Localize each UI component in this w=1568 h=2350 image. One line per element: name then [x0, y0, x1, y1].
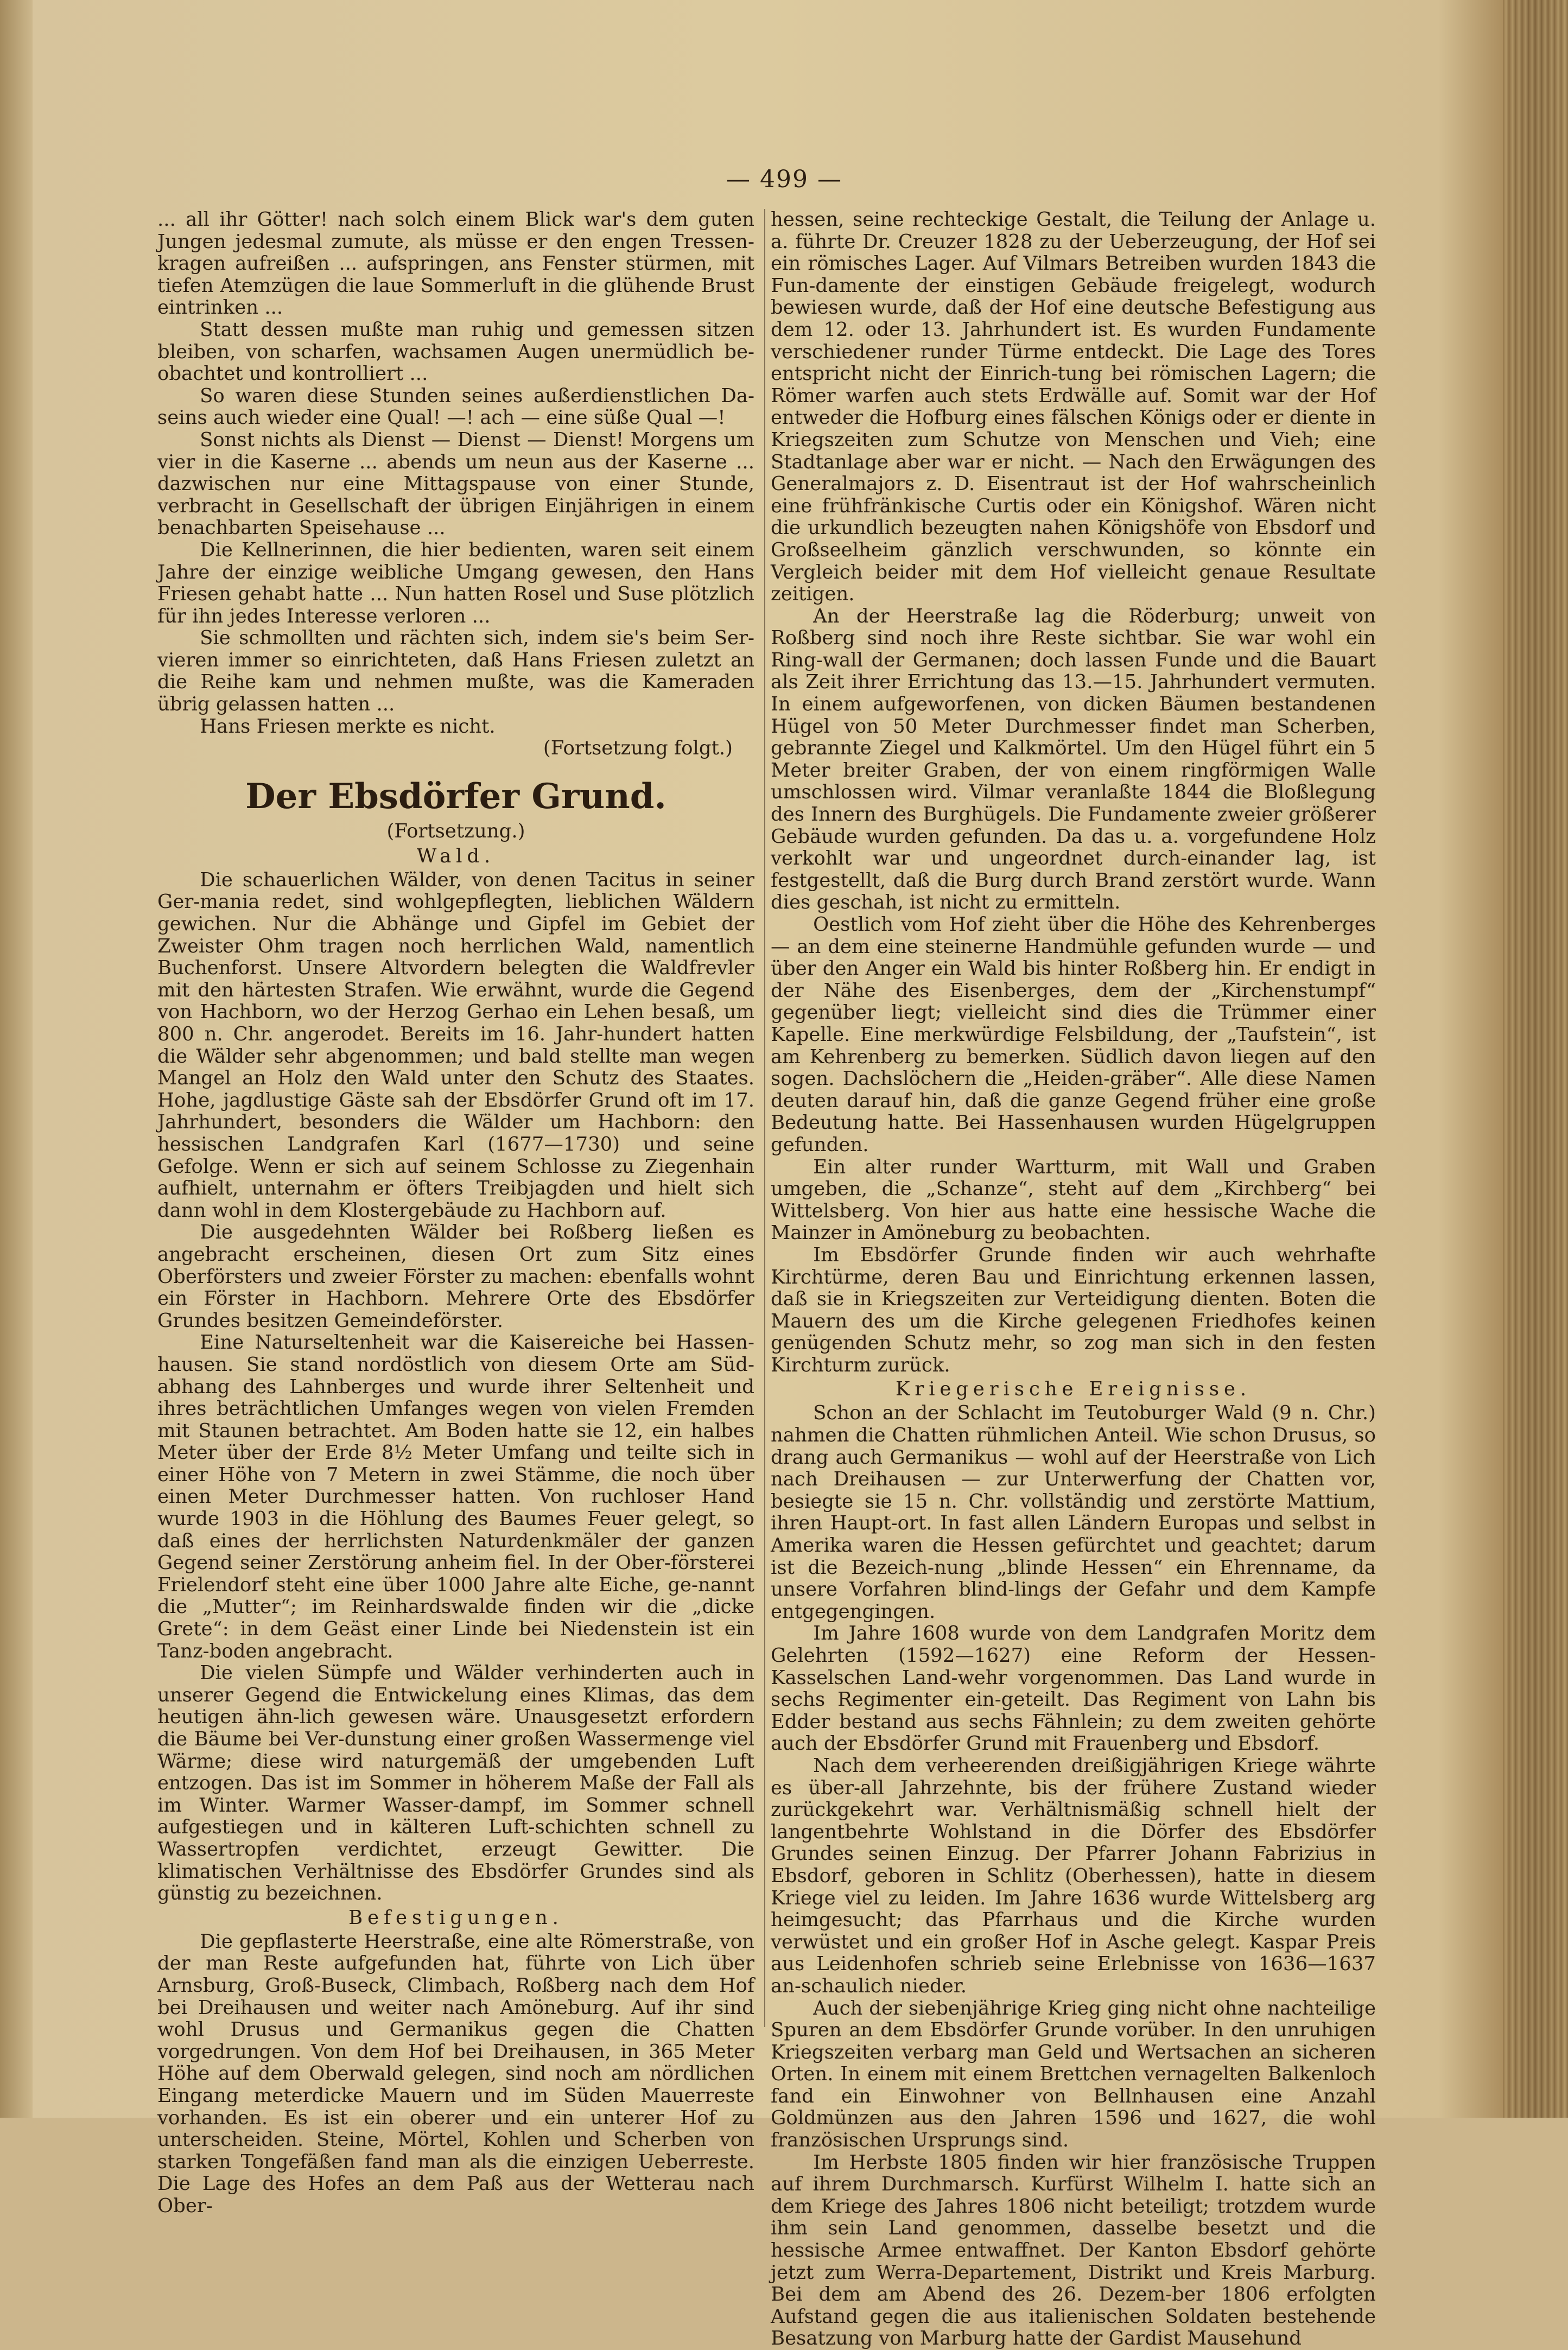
kriegerische-paragraph: Im Jahre 1608 wurde von dem Landgrafen Moritz dem Gelehrten (1592—1627) eine Reform der Hessen-Kasselschen Land-wehr vorgenommen. Das Land wurde in sechs Regimenter ein-geteilt. Das Regiment von Lahn bis Edder bestand aus sechs Fähnlein; zu dem zweiten gehörte auch der Ebsdörfer Grund mit Frauenberg und Ebsdorf. [771, 1622, 1376, 1755]
section-heading-befestigungen: Befestigungen. [348, 1906, 563, 1929]
kriegerische-paragraph: Nach dem verheerenden dreißigjährigen Kriege währte es über-all Jahrzehnte, bis der frühere Zustand wieder zurückgekehrt war. Verhältnismäßig schnell hielt der langentbehrte Wohlstand in die Dörfer des Ebsdörfer Grundes seinen Einzug. Der Pfarrer Johann Fabrizius in Ebsdorf, geboren in Schlitz (Oberhessen), hatte in diesem Kriege viel zu leiden. Im Jahre 1636 wurde Wittelsberg arg heimgesucht; das Pfarrhaus und die Kirche wurden verwüstet und ein großer Hof in Asche gelegt. Kaspar Preis aus Leidenhofen schrieb seine Erlebnisse von 1636—1637 an-schaulich nieder. [771, 1754, 1376, 1997]
story-paragraph: Sonst nichts als Dienst — Dienst — Dienst! Morgens um vier in die Kaserne ... abends um neun aus der Kaserne ... dazwischen nur eine Mittagspause von einer Stunde, verbracht in Gesellschaft der übrigen Einjährigen in einem benachbarten Speisehause ... [157, 428, 754, 539]
left-column [157, 209, 754, 2217]
story-paragraph: Sie schmollten und rächten sich, indem sie's beim Ser-vieren immer so einrichteten, daß Hans Friesen zuletzt an die Reihe kam und nehmen mußte, was die Kameraden übrig gelassen hatten ... [157, 627, 754, 716]
wald-paragraph: Eine Naturseltenheit war die Kaisereiche bei Hassen-hausen. Sie stand nordöstlich von diesem Orte am Süd-abhang des Lahnberges und wurde ihrer Seltenheit und ihres beträchtlichen Umfanges wegen von vielen Fremden mit Staunen betrachtet. Am Boden hatte sie 12, ein halbes Meter über der Erde 8½ Meter Umfang und teilte sich in einer Höhe von 7 Metern in zwei Stämme, die noch über einen Meter Durchmesser hatten. Von ruchloser Hand wurde 1903 in die Höhlung des Baumes Feuer gelegt, so daß eines der herrlichsten Naturdenkmäler der ganzen Gegend seiner Zerstörung anheim fiel. In der Ober-försterei Frielendorf steht eine über 1000 Jahre alte Eiche, ge-nannt die „Mutter“; im Reinhardswalde finden wir die „dicke Grete“: in dem Geäst einer Linde bei Niedenstein ist ein Tanz-boden angebracht. [157, 1331, 754, 1662]
continuation-note: (Fortsetzung folgt.) [543, 737, 733, 760]
kriegerische-paragraph: Auch der siebenjährige Krieg ging nicht ohne nachteilige Spuren an dem Ebsdörfer Grunde vorüber. In den unruhigen Kriegszeiten verbarg man Geld und Wertsachen an sicheren Orten. In einem mit einem Brettchen vernagelten Balkenloch fand ein Einwohner von Bellnhausen eine Anzahl Goldmünzen aus den Jahren 1596 und 1627, die wohl französischen Ursprungs sind. [771, 1997, 1376, 2152]
right-paragraph: Oestlich vom Hof zieht über die Höhe des Kehrenberges — an dem eine steinerne Handmühle gefunden wurde — und über den Anger ein Wald bis hinter Roßberg hin. Er endigt in der Nähe des Eisenberges, dem der „Kirchenstumpf“ gegenüber liegt; vielleicht sind dies die Trümmer einer Kapelle. Eine merkwürdige Felsbildung, der „Taufstein“, ist am Kehrenberg zu bemerken. Südlich davon liegen auf den sogen. Dachslöchern die „Heiden-gräber“. Alle diese Namen deuten darauf hin, daß die ganze Gegend früher eine große Bedeutung hatte. Bei Hassenhausen wurden Hügelgruppen gefunden. [771, 913, 1376, 1156]
befestigungen-paragraph: Die gepflasterte Heerstraße, eine alte Römerstraße, von der man Reste aufgefunden hat, führte von Lich über Arnsburg, Groß-Buseck, Climbach, Roßberg nach dem Hof bei Dreihausen und weiter nach Amöneburg. Auf ihr sind wohl Drusus und Germanikus gegen die Chatten vorgedrungen. Von dem Hof bei Dreihausen, in 365 Meter Höhe auf dem Oberwald gelegen, sind noch am nördlichen Eingang meterdicke Mauern und im Süden Mauerreste vorhanden. Es ist ein oberer und ein unterer Hof zu unterscheiden. Steine, Mörtel, Kohlen und Scherben von starken Tongefäßen fand man als die einzigen Ueberreste. Die Lage des Hofes an dem Paß aus der Wetterau nach Ober- [157, 1930, 754, 2217]
kriegerische-paragraph: Im Herbste 1805 finden wir hier französische Truppen auf ihrem Durchmarsch. Kurfürst Wilhelm I. hatte sich an dem Kriege des Jahres 1806 nicht beteiligt; trotzdem wurde ihm sein Land genommen, dasselbe besetzt und die hessische Armee entwaffnet. Der Kanton Ebsdorf gehörte jetzt zum Werra-Departement, Distrikt und Kreis Marburg. Bei dem am Abend des 26. Dezem-ber 1806 erfolgten Aufstand gegen die aus italienischen Soldaten bestehende Besatzung von Marburg hatte der Gardist Mausehund [771, 2151, 1376, 2350]
story-paragraph: Hans Friesen merkte es nicht. [200, 715, 496, 738]
page-number: — 499 — [726, 166, 842, 193]
right-paragraph: Im Ebsdörfer Grunde finden wir auch wehrhafte Kirchtürme, deren Bau und Einrichtung erkennen lassen, daß sie in Kriegszeiten zur Verteidigung dienten. Boten die Mauern des um die Kirche gelegenen Friedhofes keinen genügenden Schutz mehr, so zog man sich in den festen Kirchturm zurück. [771, 1243, 1376, 1376]
right-paragraph: Ein alter runder Wartturm, mit Wall und Graben umgeben, die „Schanze“, steht auf dem „Kirchberg“ bei Wittelsberg. Von hier aus hatte eine hessische Wache die Mainzer in Amöneburg zu beobachten. [771, 1155, 1376, 1244]
story-paragraph: Statt dessen mußte man ruhig und gemessen sitzen bleiben, von scharfen, wachsamen Augen unermüdlich be-obachtet und kontrolliert ... [157, 318, 754, 385]
right-paragraph: An der Heerstraße lag die Röderburg; unweit von Roßberg sind noch ihre Reste sichtbar. Sie war wohl ein Ring-wall der Germanen; doch lassen Funde und die Bauart als Zeit ihrer Errichtung das 13.—15. Jahrhundert vermuten. In einem aufgeworfenen, von dicken Bäumen bestandenen Hügel von 50 Meter Durchmesser findet man Scherben, gebrannte Ziegel und Kalkmörtel. Um den Hügel führt ein 5 Meter breiter Graben, der von einem ringförmigen Walle umschlossen wird. Vilmar veranlaßte 1844 die Bloßlegung des Innern des Burghügels. Die Fundamente zweier größerer Gebäude wurden gefunden. Da das u. a. vorgefundene Holz verkohlt war und ungeordnet durch-einander lag, ist festgestellt, daß die Burg durch Brand zerstört wurde. Wann dies geschah, ist nicht zu ermitteln. [771, 605, 1376, 914]
article-subtitle: (Fortsetzung.) [386, 820, 525, 842]
right-paragraph: hessen, seine rechteckige Gestalt, die Teilung der Anlage u. a. führte Dr. Creuzer 1828 zu der Ueberzeugung, der Hof sei ein römisches Lager. Auf Vilmars Betreiben wurden 1843 die Fun-damente der einstigen Gebäude freigelegt, wodurch bewiesen wurde, daß der Hof eine deutsche Befestigung aus dem 12. oder 13. Jahrhundert ist. Es wurden Fundamente verschiedener runder Türme entdeckt. Die Lage des Tores entspricht nicht der Einrich-tung bei römischen Lagern; die Römer warfen auch stets Erdwälle auf. Somit war der Hof entweder die Hofburg eines fälschen Königs oder er diente in Kriegszeiten zum Schutze von Menschen und Vieh; eine Stadtanlage aber war er nicht. — Nach den Erwägungen des Generalmajors z. D. Eisentraut ist der Hof wahrscheinlich eine frühfränkische Curtis oder ein Königshof. Wären nicht die urkundlich bezeugten nahen Königshöfe von Ebsdorf und Großseelheim gänzlich verschwunden, so könnte ein Vergleich beider mit dem Hof vielleicht genaue Resultate zeitigen. [771, 208, 1376, 606]
wald-paragraph: Die schauerlichen Wälder, von denen Tacitus in seiner Ger-mania redet, sind wohlgepflegten, lieblichen Wäldern gewichen. Nur die Abhänge und Gipfel im Gebiet der Zweister Ohm tragen noch herrlichen Wald, namentlich Buchenforst. Unsere Altvordern belegten die Waldfrevler mit den härtesten Strafen. Wie erwähnt, wurde die Gegend von Hachborn, wo der Herzog Gerhao ein Lehen besaß, um 800 n. Chr. angerodet. Bereits im 16. Jahr-hundert hatten die Wälder sehr abgenommen; und bald stellte man wegen Mangel an Holz den Wald unter den Schutz des Staates. Hohe, jagdlustige Gäste sah der Ebsdörfer Grund oft im 17. Jahrhundert, besonders die Wälder um Hachborn: den hessischen Landgrafen Karl (1677—1730) und seine Gefolge. Wenn er sich auf seinem Schlosse zu Ziegenhain aufhielt, unternahm er öfters Treibjagden und hielt sich dann wohl in dem Klostergebäude zu Hachborn auf. [157, 868, 754, 1222]
section-heading-wald: Wald. [416, 844, 496, 867]
kriegerische-paragraph: Schon an der Schlacht im Teutoburger Wald (9 n. Chr.) nahmen die Chatten rühmlichen Anteil. Wie schon Drusus, so drang auch Germanikus — wohl auf der Heerstraße von Lich nach Dreihausen — zur Unterwerfung der Chatten vor, besiegte sie 15 n. Chr. vollständig und zerstörte Mattium, ihren Haupt-ort. In fast allen Ländern Europas und selbst in Amerika waren die Hessen gefürchtet und geachtet; darum ist die Bezeich-nung „blinde Hessen“ ein Ehrenname, da unsere Vorfahren blind-lings der Gefahr und dem Kampfe entgegengingen. [771, 1402, 1376, 1623]
left-page-edge [0, 0, 33, 2118]
story-paragraph: So waren diese Stunden seines außerdienstlichen Da-seins auch wieder eine Qual! —! ach — eine süße Qual —! [157, 384, 754, 429]
wald-paragraph: Die vielen Sümpfe und Wälder verhinderten auch in unserer Gegend die Entwickelung eines Klimas, das dem heutigen ähn-lich gewesen wäre. Unausgesetzt erfordern die Bäume bei Ver-dunstung einer großen Wassermenge viel Wärme; diese wird naturgemäß der umgebenden Luft entzogen. Das ist im Sommer in höherem Maße der Fall als im Winter. Warmer Wasser-dampf, im Sommer schnell aufgestiegen und in kälteren Luft-schichten schnell zu Wassertropfen verdichtet, erzeugt Gewitter. Die klimatischen Verhältnisse des Ebsdörfer Grundes sind als günstig zu bezeichnen. [157, 1662, 754, 1905]
story-paragraph: Die Kellnerinnen, die hier bedienten, waren seit einem Jahre der einzige weibliche Umgang gewesen, den Hans Friesen gehabt hatte ... Nun hatten Rosel und Suse plötzlich für ihn jedes Interesse verloren ... [157, 538, 754, 627]
story-paragraph: ... all ihr Götter! nach solch einem Blick war's dem guten Jungen jedesmal zumute, als müsse er den engen Tressen-kragen aufreißen ... aufspringen, ans Fenster stürmen, mit tiefen Atemzügen die laue Sommerluft in die glühende Brust eintrinken ... [157, 208, 754, 319]
section-heading-kriegerische: Kriegerische Ereignisse. [895, 1378, 1252, 1401]
book-spine-edge [1503, 0, 1568, 2118]
article-title: Der Ebsdörfer Grund. [245, 776, 666, 817]
wald-paragraph: Die ausgedehnten Wälder bei Roßberg ließen es angebracht erscheinen, diesen Ort zum Sitz eines Oberförsters und zweier Förster zu machen: ebenfalls wohnt ein Förster in Hachborn. Mehrere Orte des Ebsdörfer Grundes besitzen Gemeindeförster. [157, 1221, 754, 1332]
column-divider [764, 209, 765, 2027]
right-column [771, 209, 1376, 2350]
